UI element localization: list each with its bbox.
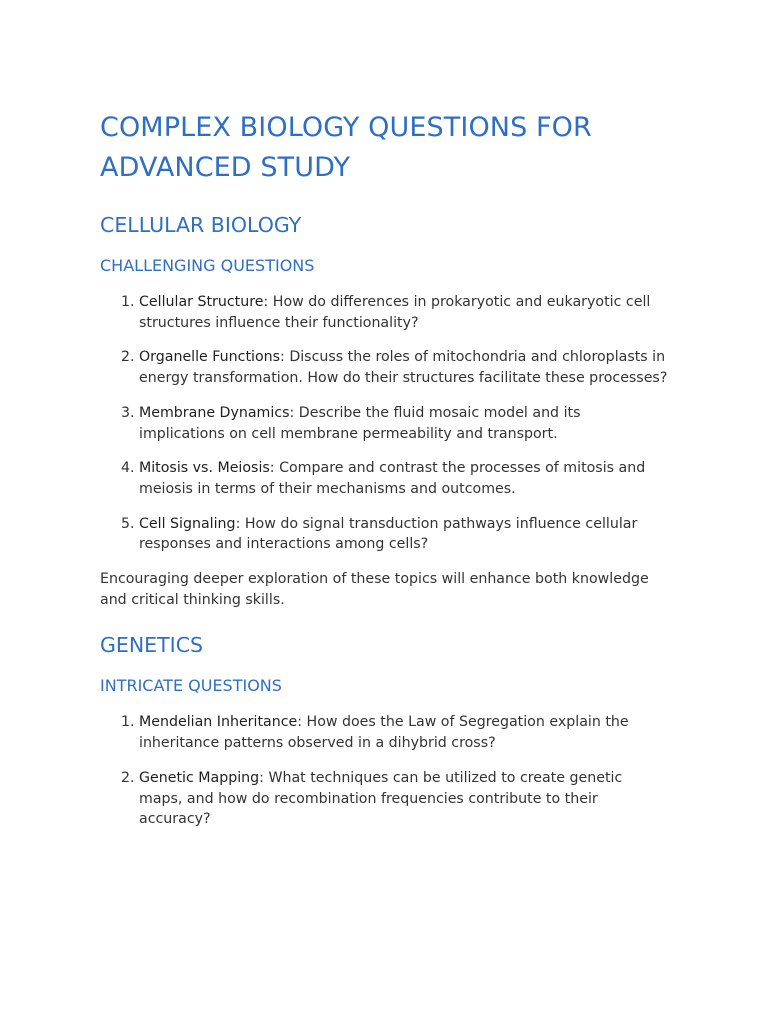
question-term: Mitosis vs. Meiosis xyxy=(139,460,270,477)
section-genetics xyxy=(100,630,670,830)
list-item xyxy=(139,403,670,444)
section-subheading: CHALLENGING QUESTIONS xyxy=(100,256,315,275)
question-list xyxy=(100,292,670,555)
section-cellular-biology xyxy=(100,210,670,610)
closing-paragraph: Encouraging deeper exploration of these topics will enhance both knowledge and critical thinking skills. xyxy=(100,571,649,608)
question-text: : How do differences in prokaryotic and eukaryotic cell structures influence their functionality? xyxy=(139,294,651,331)
list-item xyxy=(139,292,670,333)
question-text: : Compare and contrast the processes of mitosis and meiosis in terms of their mechanisms and outcomes. xyxy=(139,460,646,497)
question-text: : How do signal transduction pathways influence cellular responses and interactions among cells? xyxy=(139,515,638,553)
question-term: Cell Signaling xyxy=(139,515,236,532)
document-title: COMPLEX BIOLOGY QUESTIONS FOR ADVANCED STUDY xyxy=(100,112,592,183)
list-item xyxy=(139,712,670,753)
question-text: : How does the Law of Segregation explain the inheritance patterns observed in a dihybrid cross? xyxy=(139,714,629,752)
question-text: : Describe the fluid mosaic model and its implications on cell membrane permeability and transport. xyxy=(139,404,581,442)
question-text: : Discuss the roles of mitochondria and chloroplasts in energy transformation. How do their structures facilitate these processes? xyxy=(139,349,668,387)
list-item xyxy=(139,514,670,555)
question-term: Mendelian Inheritance xyxy=(139,714,298,731)
section-heading: GENETICS xyxy=(100,633,204,658)
list-item xyxy=(139,347,670,388)
section-heading: CELLULAR BIOLOGY xyxy=(100,213,302,237)
question-term: Organelle Functions xyxy=(139,349,281,366)
list-item xyxy=(139,768,670,830)
list-item xyxy=(139,458,670,499)
question-text: : What techniques can be utilized to create genetic maps, and how do recombination frequencies contribute to their accuracy? xyxy=(139,769,623,828)
document-page xyxy=(100,108,670,844)
question-list xyxy=(100,712,670,830)
section-subheading: INTRICATE QUESTIONS xyxy=(100,676,282,696)
question-term: Cellular Structure xyxy=(139,294,264,310)
question-term: Membrane Dynamics xyxy=(139,404,290,421)
question-term: Genetic Mapping xyxy=(139,769,260,786)
